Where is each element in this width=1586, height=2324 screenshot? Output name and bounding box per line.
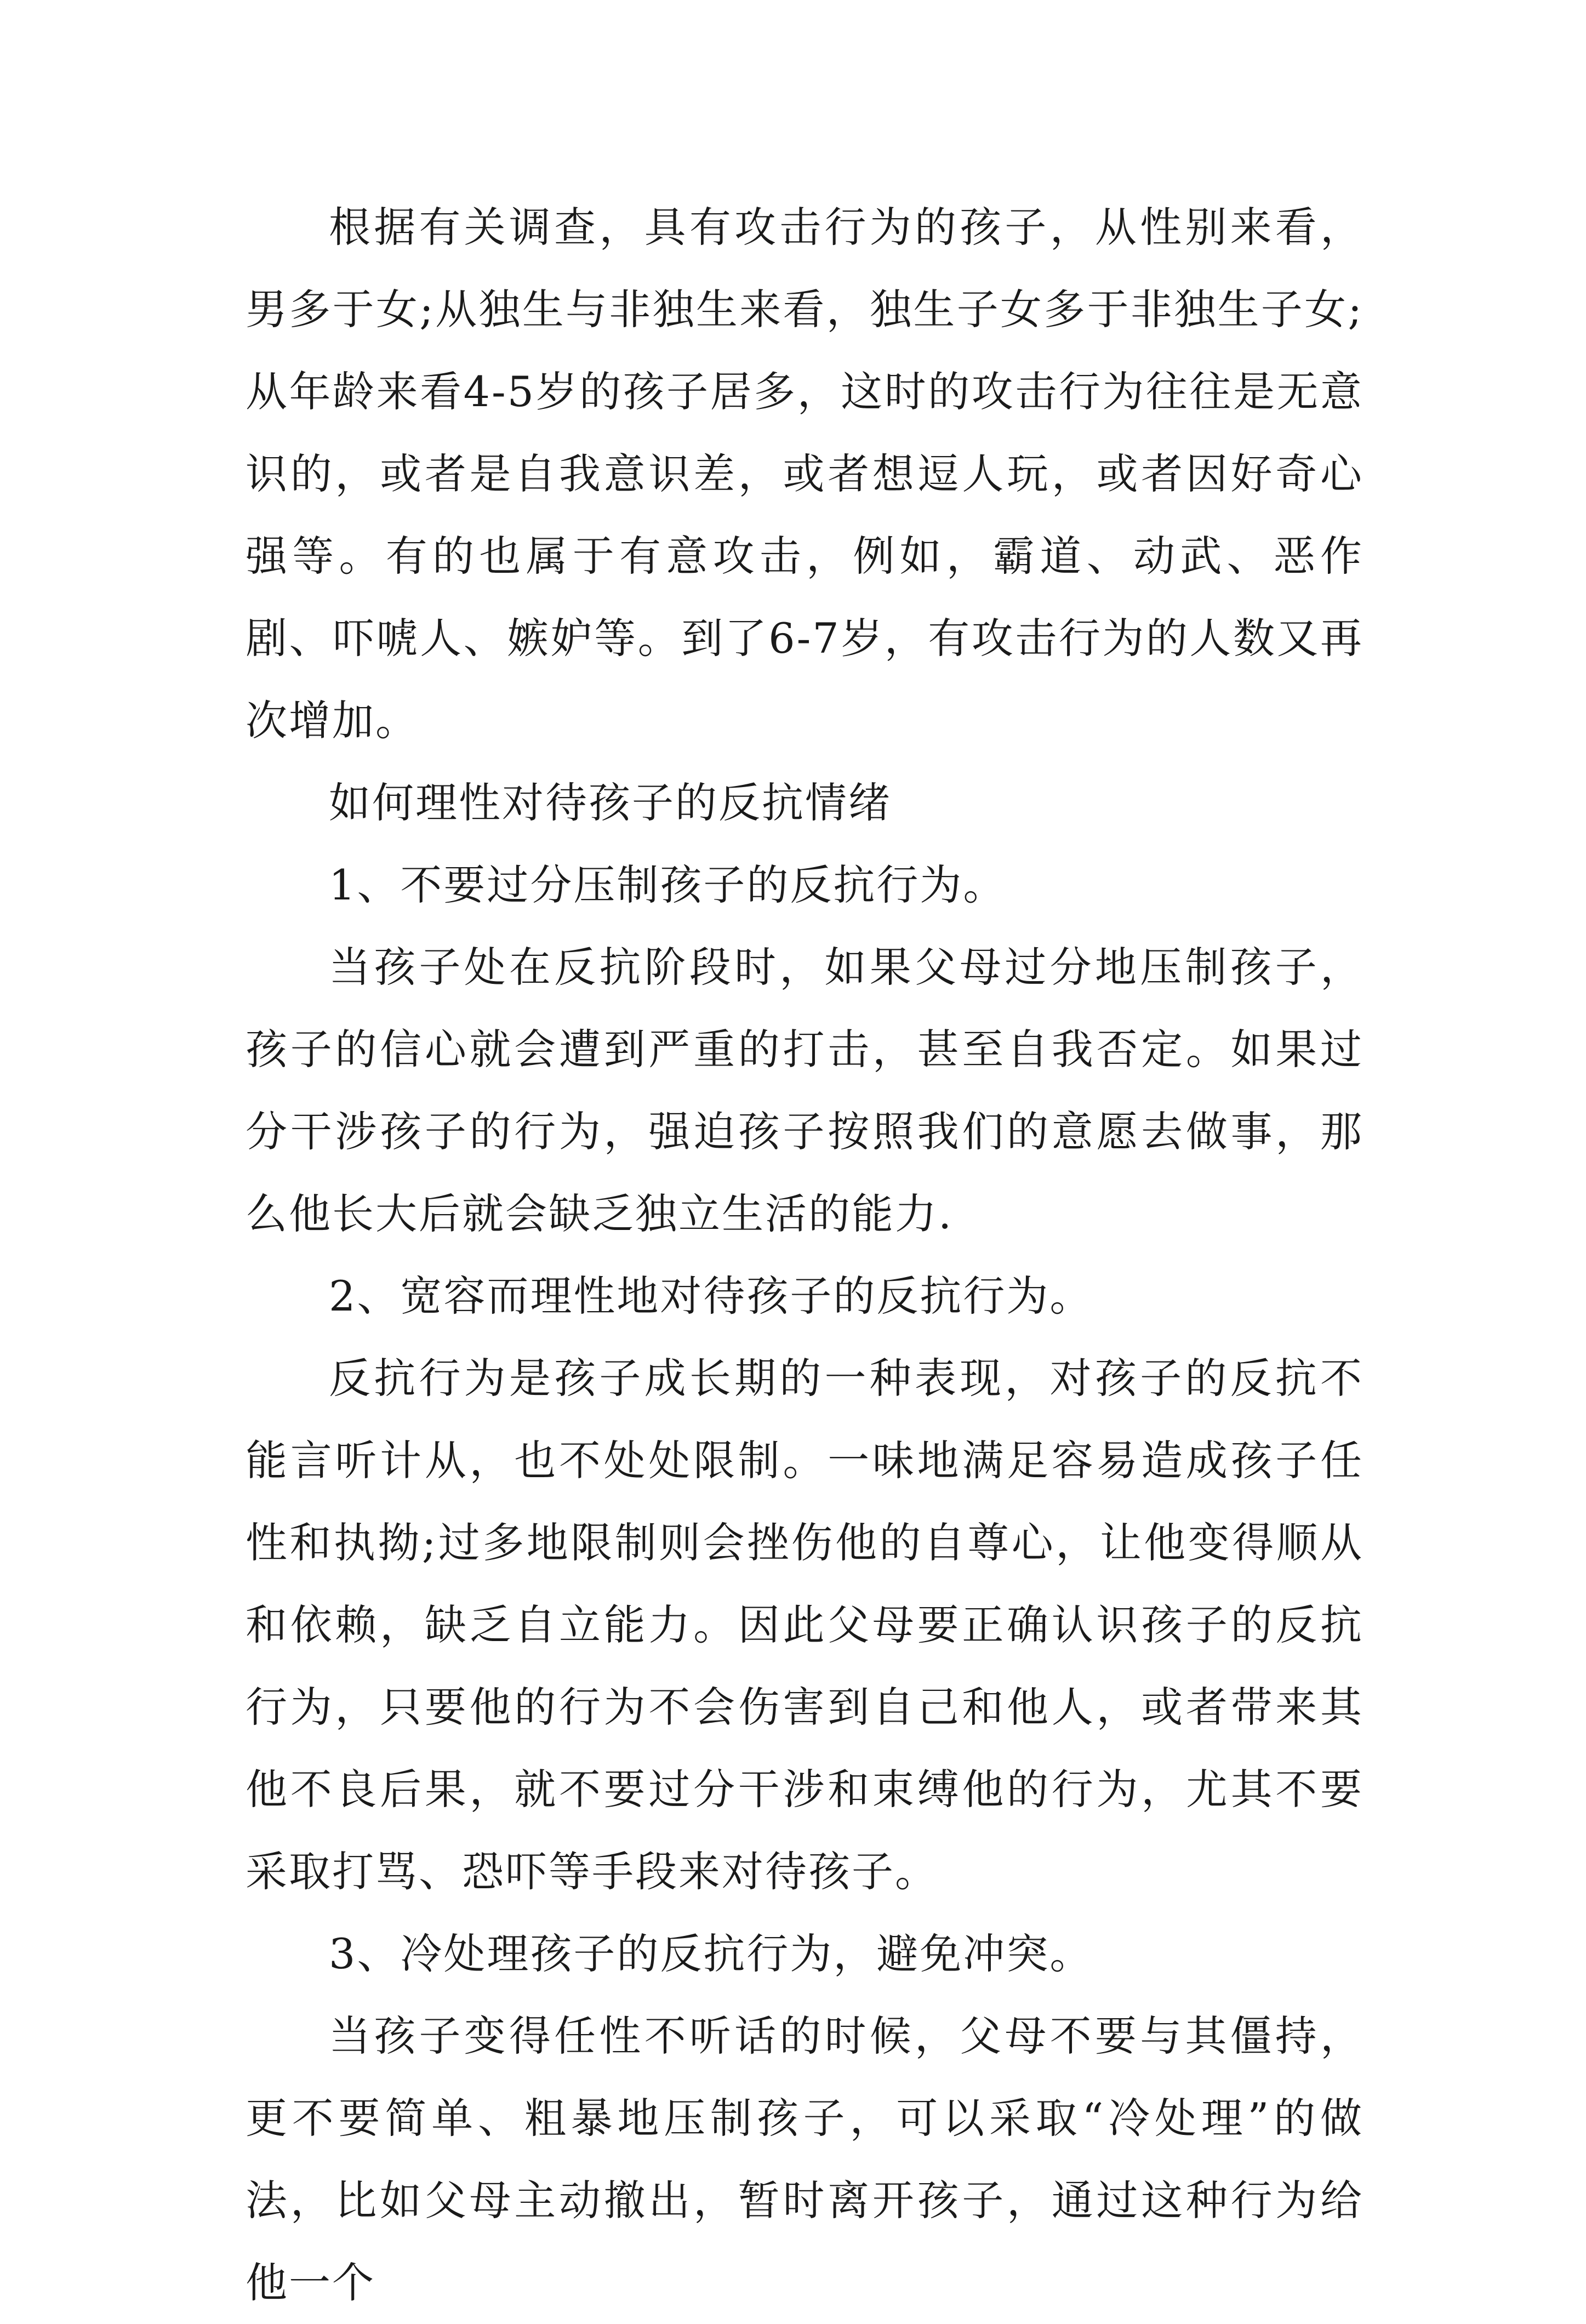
point-1-body: 当孩子处在反抗阶段时，如果父母过分地压制孩子，孩子的信心就会遭到严重的打击，甚至自我否定。如果过分干涉孩子的行为，强迫孩子按照我们的意愿去做事，那么他长大后就会缺乏独立生活的能力. (246, 943, 1363, 1238)
section-heading-rational-treatment: 如何理性对待孩子的反抗情绪 (329, 778, 892, 827)
point-3-body: 当孩子变得任性不听话的时候，父母不要与其僵持，更不要简单、粗暴地压制孩子，可以采取“冷处理”的做法，比如父母主动撤出，暂时离开孩子，通过这种行为给他一个 (246, 2012, 1363, 2307)
point-1-heading: 1、不要过分压制孩子的反抗行为。 (329, 861, 1007, 909)
document-body (246, 186, 1363, 2324)
point-2-body: 反抗行为是孩子成长期的一种表现，对孩子的反抗不能言听计从，也不处处限制。一味地满足容易造成孩子任性和执拗;过多地限制则会挫伤他的自尊心，让他变得顺从和依赖，缺乏自立能力。因此父母要正确认识孩子的反抗行为，只要他的行为不会伤害到自己和他人，或者带来其他不良后果，就不要过分干涉和束缚他的行为，尤其不要采取打骂、恐吓等手段来对待孩子。 (246, 1354, 1363, 1896)
point-3-heading: 3、冷处理孩子的反抗行为，避免冲突。 (329, 1929, 1093, 1978)
point-2-heading: 2、宽容而理性地对待孩子的反抗行为。 (329, 1272, 1093, 1320)
paragraph-aggression-survey: 根据有关调查，具有攻击行为的孩子，从性别来看，男多于女;从独生与非独生来看，独生子女多于非独生子女;从年龄来看4-5岁的孩子居多，这时的攻击行为往往是无意识的，或者是自我意识差，或者想逗人玩，或者因好奇心强等。有的也属于有意攻击，例如，霸道、动武、恶作剧、吓唬人、嫉妒等。到了6-7岁，有攻击行为的人数又再次增加。 (246, 203, 1363, 745)
